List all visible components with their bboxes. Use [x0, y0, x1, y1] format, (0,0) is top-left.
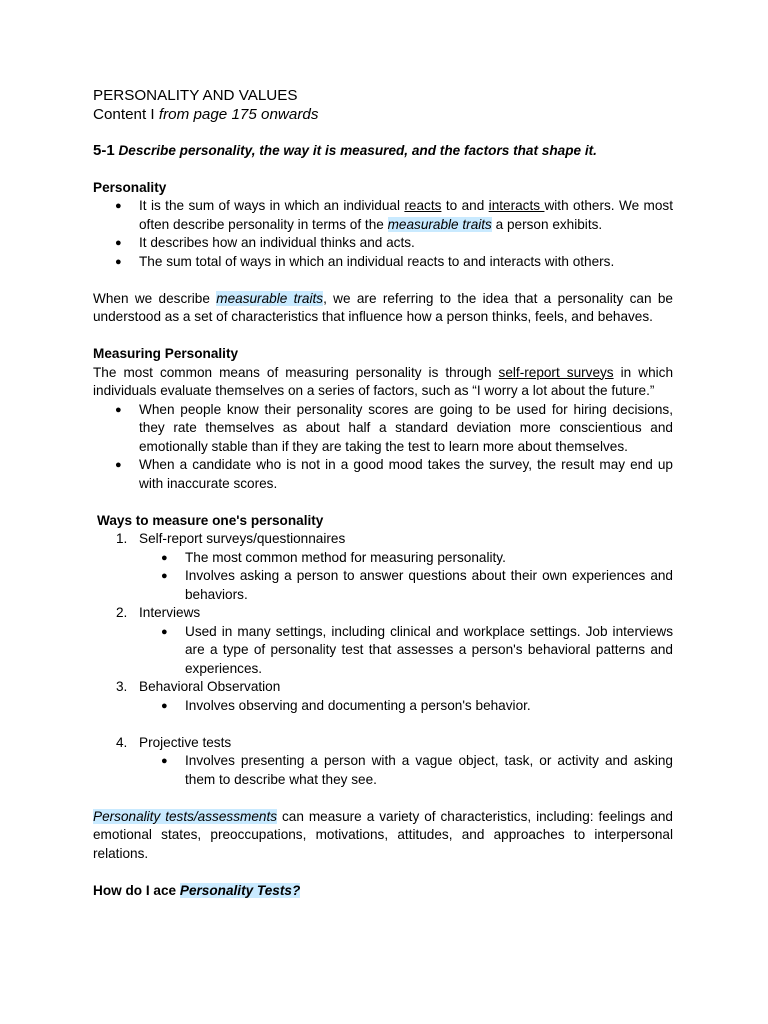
ways-sublist-3 — [93, 697, 673, 716]
bullet-icon: ● — [115, 237, 122, 249]
list-item — [93, 567, 673, 604]
document-page — [93, 86, 673, 900]
text-run: can measure a variety of characteristics, including: feelings and emotional states, preoccupations, motivations, attitudes, and approaches to interpersonal relations. — [93, 808, 673, 861]
text-run: When people know their personality scores are going to be used for hiring decisions, they rate themselves as about half a standard deviation more conscientious and emotionally stable than if they are taking the test to learn more about themselves. — [139, 401, 673, 454]
document-title: PERSONALITY AND VALUES — [93, 87, 298, 104]
bullet-icon: ● — [115, 403, 122, 416]
list-label: Projective tests — [139, 734, 232, 750]
bullet-icon: ● — [161, 625, 168, 638]
bullet-icon: ● — [115, 255, 122, 268]
underlined-reacts: reacts — [404, 198, 442, 213]
text-run: Involves presenting a person with a vague object, task, or activity and asking them to describe what they see. — [185, 753, 673, 787]
heading-personality: Personality — [93, 179, 167, 195]
personality-bullets — [93, 197, 673, 271]
text-run: , we are referring to the idea that a personality can be understood as a set of characteristics that influence how a person thinks, feels, and behaves. — [93, 290, 673, 324]
list-item — [93, 678, 673, 697]
list-item — [93, 623, 673, 679]
list-item — [93, 401, 673, 457]
list-item — [93, 734, 673, 753]
text-run: with others. We most often describe personality in terms of the — [139, 198, 673, 232]
bullet-icon: ● — [115, 200, 122, 212]
ways-list — [93, 604, 673, 623]
list-item — [93, 253, 673, 272]
text-run: Involves asking a person to answer questions about their own experiences and behaviors. — [185, 568, 673, 602]
text-run: It is the sum of ways in which an individual — [139, 198, 405, 213]
heading-measuring-personality: Measuring Personality — [93, 346, 239, 361]
text-run: When a candidate who is not in a good mood takes the survey, the result may end up with inaccurate scores. — [139, 457, 673, 491]
bullet-icon: ● — [161, 755, 168, 767]
list-item — [93, 752, 673, 789]
highlight-measurable-traits: measurable traits — [387, 216, 492, 232]
highlight-personality-tests: Personality Tests? — [179, 882, 301, 898]
list-item — [93, 549, 673, 568]
heading-ace-tests — [93, 882, 673, 901]
list-label: Behavioral Observation — [139, 679, 281, 694]
list-label: Self-report surveys/questionnaires — [139, 531, 346, 546]
subtitle-italic: from page 175 onwards — [158, 106, 319, 123]
ways-list — [93, 678, 673, 697]
learning-objective — [93, 142, 673, 161]
ways-list — [93, 530, 673, 549]
list-number: 3. — [116, 679, 128, 694]
ways-sublist-4 — [93, 752, 673, 789]
text-run: a person exhibits. — [491, 216, 603, 232]
text-run: Used in many settings, including clinical and workplace settings. Job interviews are a type of personality test that assesses a person's behavioral patterns and experiences. — [185, 623, 673, 676]
ways-list — [93, 734, 673, 753]
text-run: The sum total of ways in which an individual reacts to and interacts with others. — [139, 253, 615, 269]
bullet-icon: ● — [115, 459, 122, 471]
text-run: in which individuals evaluate themselves on a series of factors, such as “I worry a lot about the future.” — [93, 364, 674, 398]
text-run: The most common means of measuring personality is through — [93, 364, 499, 380]
highlight-personality-tests-assessments: Personality tests/assessments — [93, 808, 278, 824]
underlined-interacts: interacts — [488, 198, 545, 213]
list-number: 4. — [116, 734, 128, 750]
list-item — [93, 697, 673, 716]
traits-paragraph — [93, 290, 673, 327]
list-label: Interviews — [139, 605, 201, 620]
text-run: When we describe — [93, 290, 217, 306]
list-item — [93, 234, 673, 253]
objective-text: Describe personality, the way it is measured, and the factors that shape it. — [118, 143, 597, 158]
ways-sublist-1 — [93, 549, 673, 605]
list-number: 2. — [116, 605, 128, 620]
list-item — [93, 197, 673, 234]
subtitle-plain: Content I — [93, 106, 159, 123]
text-run: It describes how an individual thinks and acts. — [139, 235, 415, 250]
list-number: 1. — [116, 531, 128, 546]
bullet-icon: ● — [161, 570, 168, 582]
list-item — [93, 530, 673, 549]
bullet-icon: ● — [161, 699, 168, 712]
list-item — [93, 456, 673, 493]
highlight-measurable-traits: measurable traits — [216, 290, 324, 306]
measuring-paragraph — [93, 364, 673, 401]
document-subtitle — [93, 105, 673, 124]
text-run: to and — [441, 198, 489, 213]
measuring-bullets — [93, 401, 673, 494]
heading-ways-to-measure: Ways to measure one's personality — [97, 512, 324, 528]
bullet-icon: ● — [161, 551, 168, 564]
text-run: The most common method for measuring personality. — [185, 549, 506, 565]
objective-number: 5-1 — [93, 142, 115, 159]
text-run: Involves observing and documenting a person's behavior. — [185, 697, 531, 713]
ways-sublist-2 — [93, 623, 673, 679]
text-run: How do I ace — [93, 882, 180, 898]
underlined-self-report-surveys: self-report surveys — [498, 364, 614, 380]
list-item — [93, 604, 673, 623]
assessments-paragraph — [93, 808, 673, 864]
